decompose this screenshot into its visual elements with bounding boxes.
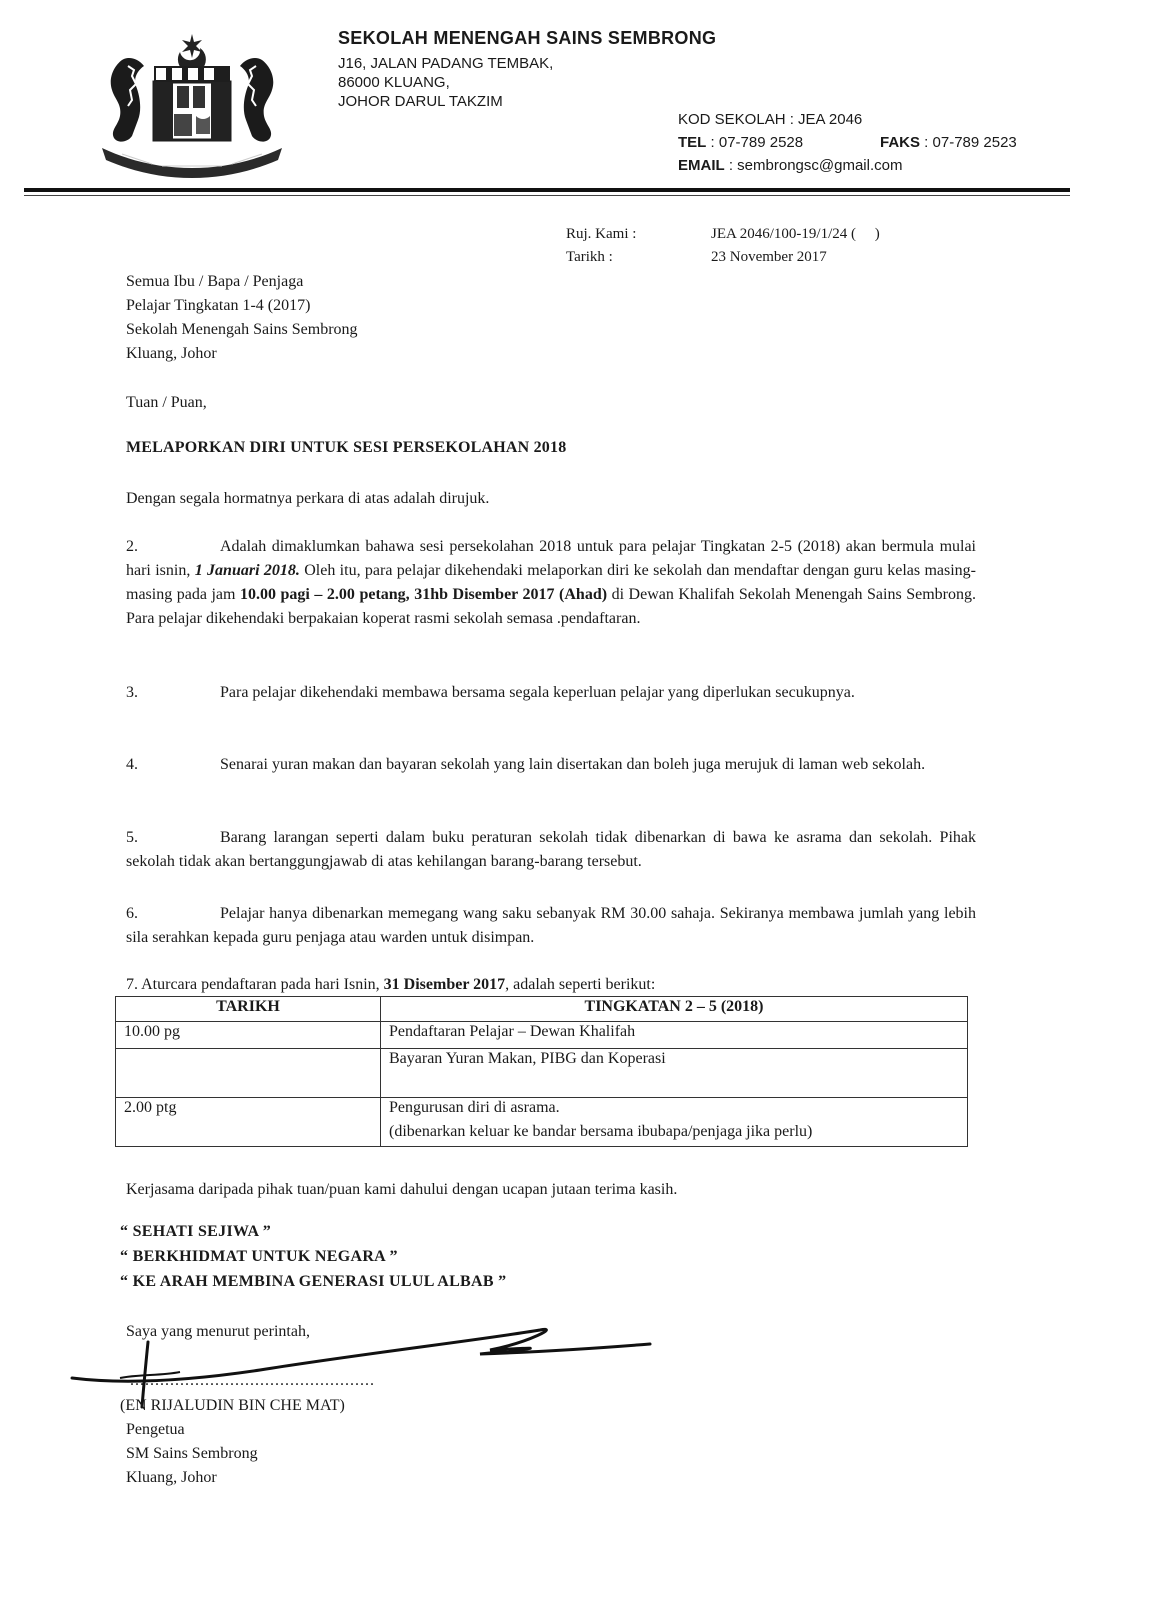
column-header-form: TINGKATAN 2 – 5 (2018) <box>381 997 968 1022</box>
paragraph-text: Senarai yuran makan dan bayaran sekolah yang lain disertakan dan boleh juga merujuk di laman web sekolah. <box>220 756 926 773</box>
signoff-phrase: Saya yang menurut perintah, <box>126 1323 310 1340</box>
start-date: 1 Januari 2018. <box>194 562 300 579</box>
tel-label: TEL <box>678 134 707 151</box>
recipient-line-3: Sekolah Menengah Sains Sembrong <box>126 321 358 338</box>
signer-name: (EN RIJALUDIN BIN CHE MAT) <box>120 1397 345 1414</box>
paragraph-text: Para pelajar dikehendaki membawa bersama segala keperluan pelajar yang diperlukan secukupnya. <box>220 684 855 701</box>
table-row <box>116 1022 968 1049</box>
registration-time: 10.00 pagi – 2.00 petang, 31hb Disember 2017 (Ahad) <box>240 586 608 603</box>
registration-date: 31 Disember 2017 <box>383 976 506 993</box>
reference-value: JEA 2046/100-19/1/24 ( ) <box>711 226 880 242</box>
paragraph-4 <box>126 753 976 777</box>
paragraph-5 <box>126 826 976 874</box>
recipient-line-1: Semua Ibu / Bapa / Penjaga <box>126 273 304 290</box>
closing-remark: Kerjasama daripada pihak tuan/puan kami dahului dengan ucapan jutaan terima kasih. <box>126 1181 678 1198</box>
letterhead-divider <box>24 188 1070 192</box>
column-header-date: TARIKH <box>116 997 381 1022</box>
signer-place: Kluang, Johor <box>126 1469 217 1486</box>
signer-school: SM Sains Sembrong <box>126 1445 258 1462</box>
date-value: 23 November 2017 <box>711 249 827 265</box>
paragraph-7 <box>126 973 655 997</box>
paragraph-1: Dengan segala hormatnya perkara di atas adalah dirujuk. <box>126 490 490 507</box>
email <box>678 157 902 174</box>
motto-3: “ KE ARAH MEMBINA GENERASI ULUL ALBAB ” <box>120 1273 507 1290</box>
table-cell-time: 2.00 ptg <box>116 1098 381 1147</box>
table-cell-activity: Pengurusan diri di asrama. <box>381 1098 968 1123</box>
address-line-3: JOHOR DARUL TAKZIM <box>338 93 503 110</box>
fax <box>880 134 1017 151</box>
schedule-table <box>115 996 968 1147</box>
paragraph-2 <box>126 535 976 631</box>
school-code: KOD SEKOLAH : JEA 2046 <box>678 111 863 128</box>
salutation: Tuan / Puan, <box>126 394 207 411</box>
paragraph-text: , adalah seperti berikut: <box>505 976 656 993</box>
email-label: EMAIL <box>678 157 725 174</box>
paragraph-number: 2. <box>126 538 138 555</box>
paragraph-text: Oleh itu, para pelajar dikehendaki melaporkan diri ke sekolah dan mendaftar dengan guru kelas masing-masing pada jam <box>126 562 976 603</box>
tel-value: : 07-789 2528 <box>706 134 804 151</box>
paragraph-text: Barang larangan seperti dalam buku peraturan sekolah tidak dibenarkan di bawa ke asrama dan sekolah. Pihak sekolah tidak akan bertanggungjawab di atas kehilangan barang-barang tersebut. <box>126 829 976 870</box>
paragraph-text: Adalah dimaklumkan bahawa sesi persekolahan 2018 untuk para pelajar Tingkatan 2-5 (2018) akan bermula mulai hari isnin, <box>126 538 976 579</box>
motto-2: “ BERKHIDMAT UNTUK NEGARA ” <box>120 1248 398 1265</box>
telephone <box>678 134 803 151</box>
paragraph-text: 7. Aturcara pendaftaran pada hari Isnin, <box>126 976 384 993</box>
letterhead-divider-thin <box>24 195 1070 196</box>
paragraph-text: di Dewan Khalifah Sekolah Menengah Sains Sembrong. Para pelajar dikehendaki berpakaian koperat rasmi sekolah semasa .pendaftaran. <box>126 586 977 627</box>
table-cell-activity: (dibenarkan keluar ke bandar bersama ibubapa/penjaga jika perlu) <box>381 1122 968 1147</box>
table-cell-activity: Bayaran Yuran Makan, PIBG dan Koperasi <box>381 1049 968 1098</box>
paragraph-number: 3. <box>126 684 138 701</box>
signature-line: ................................................. <box>130 1372 375 1389</box>
table-cell-time <box>116 1049 381 1098</box>
motto-1: “ SEHATI SEJIWA ” <box>120 1223 272 1240</box>
table-row <box>116 1049 968 1098</box>
coat-of-arms-icon <box>92 30 292 180</box>
letter-subject: MELAPORKAN DIRI UNTUK SESI PERSEKOLAHAN 2018 <box>126 439 567 456</box>
address-line-2: 86000 KLUANG, <box>338 74 450 91</box>
paragraph-number: 4. <box>126 756 138 773</box>
table-header-row <box>116 997 968 1022</box>
paragraph-text: Pelajar hanya dibenarkan memegang wang saku sebanyak RM 30.00 sahaja. Sekiranya membawa jumlah yang lebih sila serahkan kepada guru penjaga atau warden untuk disimpan. <box>126 905 976 946</box>
faks-value: : 07-789 2523 <box>920 134 1017 151</box>
date-label: Tarikh : <box>566 249 613 265</box>
recipient-line-4: Kluang, Johor <box>126 345 217 362</box>
table-row <box>116 1098 968 1123</box>
table-cell-activity: Pendaftaran Pelajar – Dewan Khalifah <box>381 1022 968 1049</box>
address-line-1: J16, JALAN PADANG TEMBAK, <box>338 55 554 72</box>
recipient-line-2: Pelajar Tingkatan 1-4 (2017) <box>126 297 311 314</box>
school-name: SEKOLAH MENENGAH SAINS SEMBRONG <box>338 28 717 48</box>
reference-label: Ruj. Kami : <box>566 226 637 242</box>
paragraph-number: 6. <box>126 905 138 922</box>
email-value: : sembrongsc@gmail.com <box>724 157 903 174</box>
paragraph-3 <box>126 681 976 705</box>
paragraph-number: 5. <box>126 829 138 846</box>
faks-label: FAKS <box>880 134 921 151</box>
table-cell-time: 10.00 pg <box>116 1022 381 1049</box>
signer-title: Pengetua <box>126 1421 185 1438</box>
paragraph-6 <box>126 902 976 950</box>
